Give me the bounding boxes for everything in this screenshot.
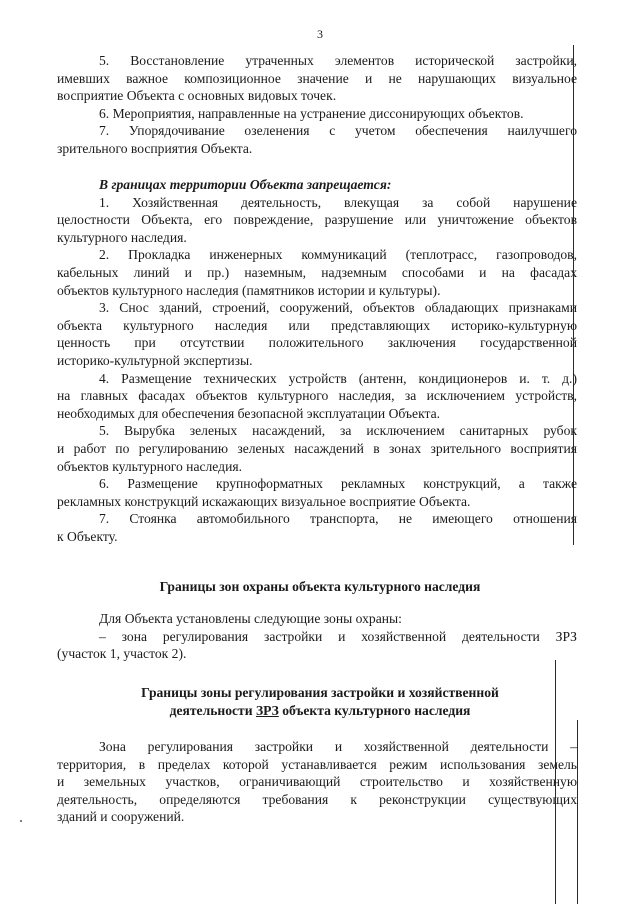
prohibited-heading: В границах территории Объекта запрещается: xyxy=(99,177,392,192)
paragraph-line: кабельных линий и пр.) наземным, надземным способами и на фасадах xyxy=(57,264,577,280)
paragraph-line: историко-культурной экспертизы. xyxy=(57,352,253,368)
paragraph-line: деятельность, определяются требования к реконструкции существующих xyxy=(57,791,577,807)
paragraph-line: рекламных конструкций искажающих визуальное восприятие Объекта. xyxy=(57,493,471,509)
paragraph-line: имевших важное композиционное значение и не нарушающих визуальное xyxy=(57,70,577,86)
paragraph-line: объекта культурного наследия или представляющих историко-культурную xyxy=(57,317,577,333)
scan-speck xyxy=(20,820,22,822)
zrz-abbreviation: ЗРЗ xyxy=(255,703,279,718)
paragraph-line: на главных фасадах объектов культурного наследия, за исключением устройств, xyxy=(57,388,577,404)
paragraph-line: 4. Размещение технических устройств (антенн, кондиционеров и. т. д.) xyxy=(99,370,577,386)
paragraph-line: 7. Стоянка автомобильного транспорта, не имеющего отношения xyxy=(99,511,577,527)
zrz-section xyxy=(57,738,577,826)
paragraph-line: и земельных участков, ограничивающий строительство и хозяйственную xyxy=(57,774,577,790)
paragraph-line: (участок 1, участок 2). xyxy=(57,646,187,662)
prohibited-section xyxy=(57,176,577,545)
paragraph-line: ценность при отсутствии положительного заключения государственной xyxy=(57,335,577,351)
zrz-heading xyxy=(0,702,640,720)
paragraph-line: 5. Восстановление утраченных элементов исторической застройки, xyxy=(99,53,577,68)
paragraph-line: 5. Вырубка зеленых насаждений, за исключением санитарных рубок xyxy=(99,423,577,439)
paragraph-line: зданий и сооружений. xyxy=(57,809,185,825)
paragraph-line: 2. Прокладка инженерных коммуникаций (теплотрасс, газопроводов, xyxy=(99,247,577,263)
paragraph-line: объектов культурного наследия (памятников истории и культуры). xyxy=(57,282,441,298)
measures-list xyxy=(57,52,577,158)
paragraph-line: и работ по регулированию зеленых насаждений в зонах зрительного восприятия xyxy=(57,440,577,456)
zrz-heading-text: объекта культурного наследия xyxy=(278,703,471,718)
zrz-heading: Границы зоны регулирования застройки и хозяйственной xyxy=(141,685,499,700)
paragraph-line: к Объекту. xyxy=(57,528,118,544)
paragraph-line: целостности Объекта, его повреждение, разрушение или уничтожение объектов xyxy=(57,212,577,228)
paragraph-line: 6. Размещение крупноформатных рекламных конструкций, а также xyxy=(99,476,577,492)
paragraph-line: объектов культурного наследия. xyxy=(57,458,242,474)
paragraph-line: зрительного восприятия Объекта. xyxy=(57,140,253,156)
paragraph-line: необходимых для обеспечения безопасной эксплуатации Объекта. xyxy=(57,405,441,421)
paragraph-line: культурного наследия. xyxy=(57,229,187,245)
paragraph-line: – зона регулирования застройки и хозяйственной деятельности ЗРЗ xyxy=(99,628,577,644)
zrz-heading-text: деятельности xyxy=(169,703,256,718)
paragraph-line: 1. Хозяйственная деятельность, влекущая за собой нарушение xyxy=(99,194,577,210)
margin-line xyxy=(577,720,578,904)
paragraph-line: 7. Упорядочивание озеленения с учетом обеспечения наилучшего xyxy=(99,123,577,139)
paragraph-line: 6. Мероприятия, направленные на устранение диссонирующих объектов. xyxy=(99,105,524,121)
paragraph-line: восприятие Объекта с основных видовых точек. xyxy=(57,88,337,104)
page-number: 3 xyxy=(317,27,323,41)
zones-section xyxy=(57,610,577,663)
paragraph-line: территория, в пределах которой устанавливается режим использования земель xyxy=(57,756,577,772)
zones-heading: Границы зон охраны объекта культурного наследия xyxy=(159,579,481,594)
paragraph-line: Для Объекта установлены следующие зоны охраны: xyxy=(99,611,402,626)
paragraph-line: Зона регулирования застройки и хозяйственной деятельности – xyxy=(99,739,577,754)
paragraph-line: 3. Снос зданий, строений, сооружений, объектов обладающих признаками xyxy=(99,300,577,316)
